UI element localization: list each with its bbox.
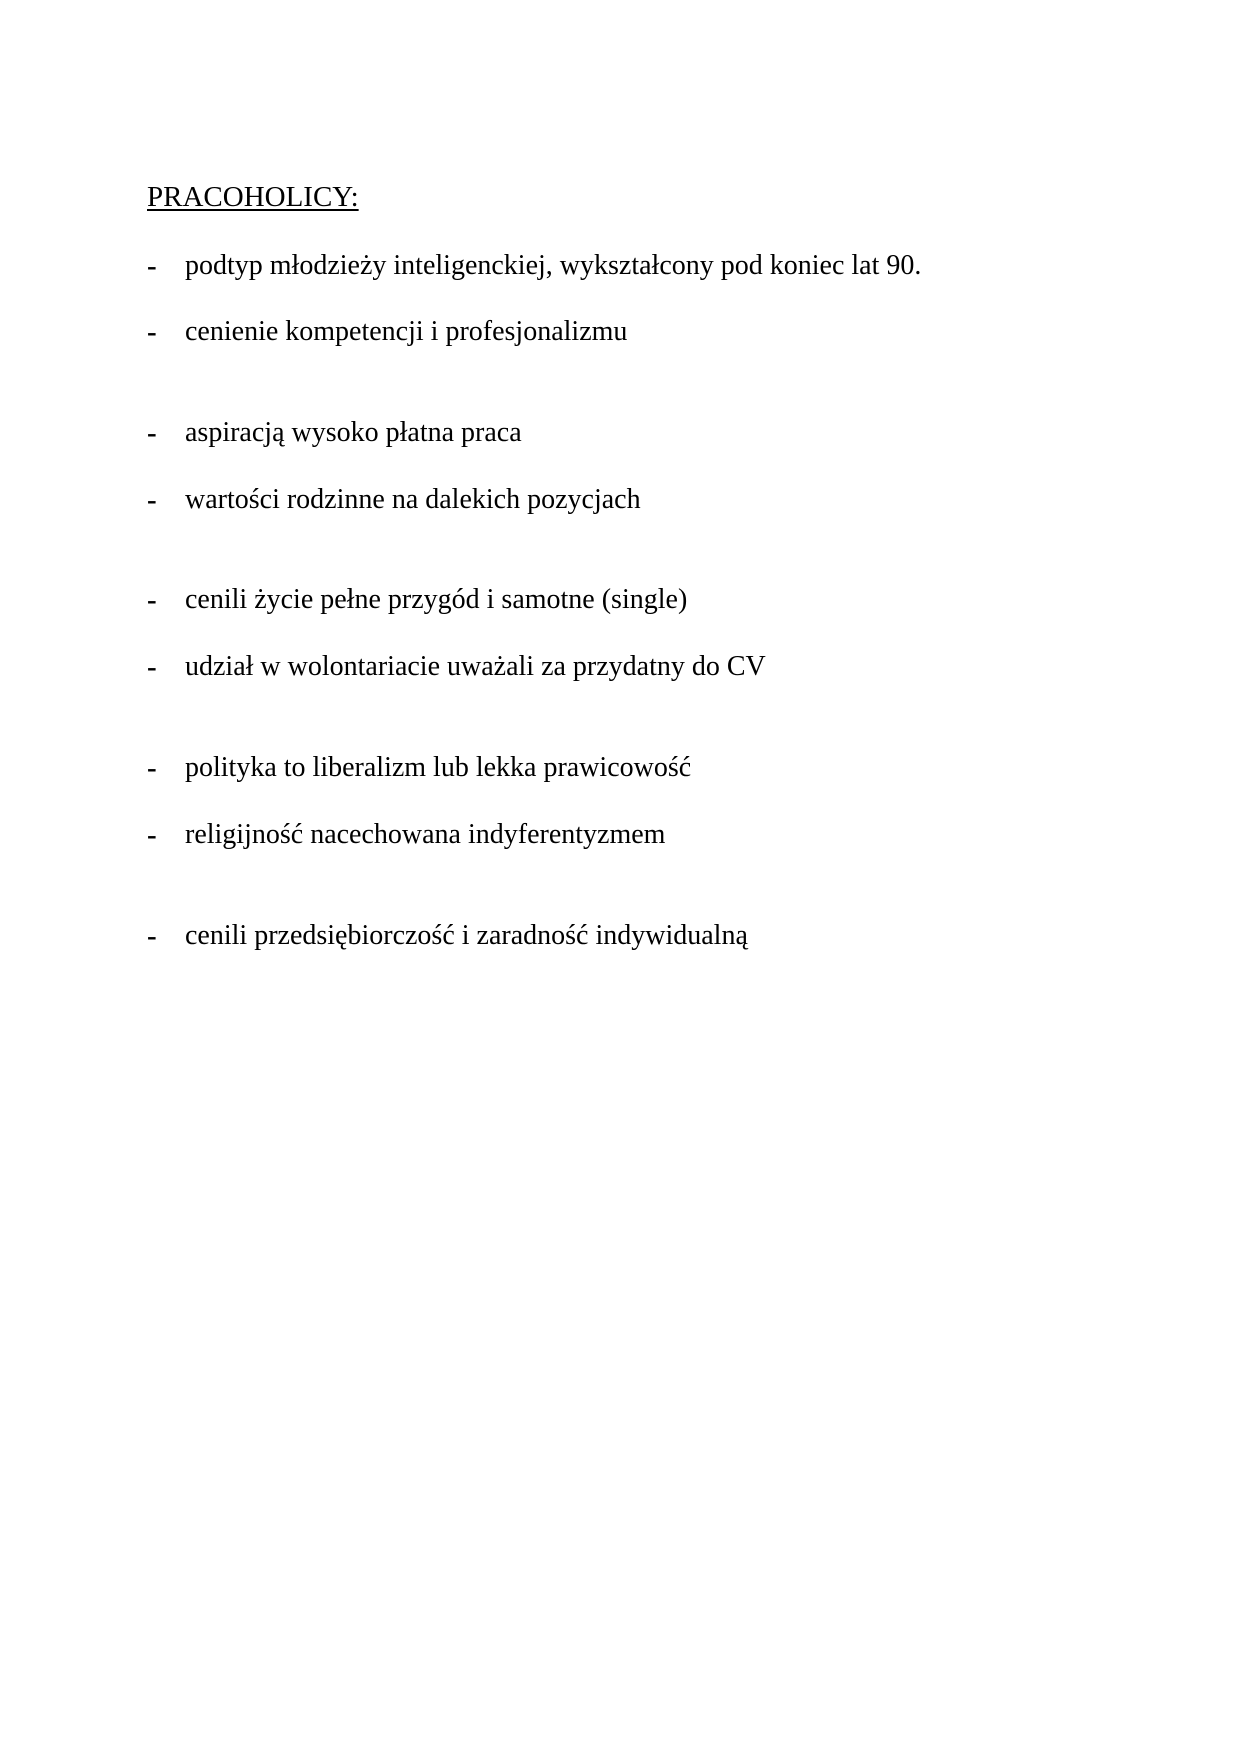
list-item-text: cenienie kompetencji i profesjonalizmu <box>185 316 628 347</box>
list-item-text: wartości rodzinne na dalekich pozycjach <box>185 484 641 515</box>
page-heading: PRACOHOLICY: <box>147 181 359 213</box>
list-item-text: udział w wolontariacie uważali za przydatny do CV <box>185 651 766 682</box>
list-item-text: aspiracją wysoko płatna praca <box>185 417 522 448</box>
bullet-dash: - <box>147 752 157 784</box>
bullet-dash: - <box>147 417 157 449</box>
bullet-dash: - <box>147 250 157 282</box>
list-item-text: cenili życie pełne przygód i samotne (single) <box>185 584 688 615</box>
bullet-dash: - <box>147 584 157 616</box>
bullet-dash: - <box>147 484 157 516</box>
list-item-text: polityka to liberalizm lub lekka prawicowość <box>185 752 692 783</box>
list-item-text: podtyp młodzieży inteligenckiej, wykształcony pod koniec lat 90. <box>185 250 922 281</box>
list-item-text: cenili przedsiębiorczość i zaradność indywidualną <box>185 920 748 951</box>
list-item-text: religijność nacechowana indyferentyzmem <box>185 819 666 850</box>
bullet-dash: - <box>147 920 157 952</box>
bullet-dash: - <box>147 316 157 348</box>
bullet-dash: - <box>147 651 157 683</box>
bullet-dash: - <box>147 819 157 851</box>
